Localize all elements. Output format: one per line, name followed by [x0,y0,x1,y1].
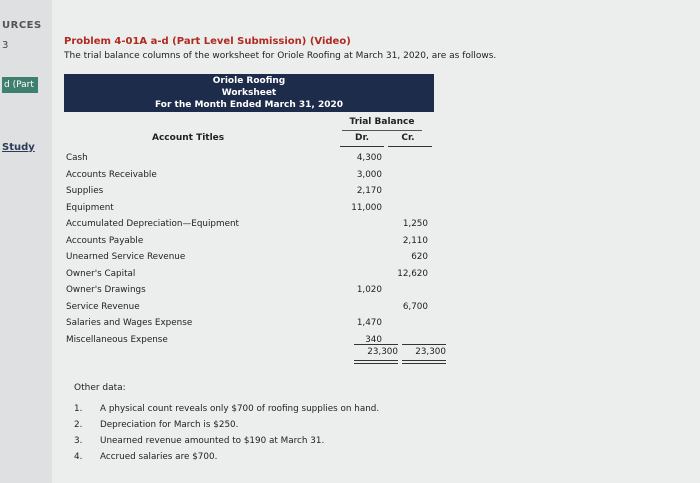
trial-balance-label: Trial Balance [349,117,415,127]
account-title: Salaries and Wages Expense [66,318,193,328]
divider [354,344,398,345]
account-title: Owner's Capital [66,268,136,279]
total-credit: 23,300 [415,347,446,357]
table-row [66,282,436,299]
account-title: Supplies [66,186,104,196]
double-underline [354,360,398,364]
table-row [66,299,436,316]
table-row [66,200,436,217]
main-content [52,0,700,483]
debit-value: 2,170 [356,186,382,196]
account-titles-header: Account Titles [152,133,225,143]
double-underline [402,360,446,364]
table-row [66,183,436,200]
item-text: A physical count reveals only $700 of roofing supplies on hand. [100,404,380,414]
divider [340,146,384,147]
account-title: Service Revenue [66,301,140,312]
table-row [66,150,436,167]
account-title: Unearned Service Revenue [66,252,186,262]
total-debit: 23,300 [367,347,398,357]
item-number: 1. [74,404,83,414]
divider [342,130,422,131]
trial-balance-rows [66,150,436,348]
item-text: Unearned revenue amounted to $190 at March 31. [100,436,325,446]
sidebar-study-link[interactable]: Study [2,142,35,153]
divider [388,146,432,147]
debit-header: Dr. [354,133,370,143]
table-row [66,216,436,233]
sidebar-part-tab[interactable]: d (Part [2,77,38,93]
worksheet-name: Worksheet [221,88,277,98]
debit-value: 3,000 [356,169,382,180]
item-number: 3. [74,436,83,446]
left-sidebar [0,0,53,483]
table-row [66,249,436,266]
debit-value: 4,300 [356,153,382,163]
account-title: Owner's Drawings [66,285,146,295]
account-title: Accounts Receivable [66,169,157,180]
account-title: Accounts Payable [66,235,144,246]
debit-value: 1,470 [356,318,382,328]
credit-header: Cr. [401,133,415,143]
sidebar-resources-label: URCES [2,20,42,31]
table-row [66,332,436,349]
account-title: Cash [66,153,88,163]
table-row [66,233,436,250]
credit-value: 12,620 [397,268,428,279]
account-title: Equipment [66,202,114,213]
problem-title: Problem 4-01A a-d (Part Level Submission) (Video) [64,36,351,47]
item-text: Accrued salaries are $700. [100,452,218,462]
table-row [66,315,436,332]
company-name: Oriole Roofing [212,76,286,86]
other-data-label: Other data: [74,383,126,393]
sidebar-number: 3 [2,40,9,51]
problem-subtitle: The trial balance columns of the worksheet for Oriole Roofing at March 31, 2020, are as follows. [64,51,497,61]
table-row [66,167,436,184]
debit-value: 11,000 [351,202,382,213]
item-number: 2. [74,420,83,430]
credit-value: 620 [411,252,428,262]
worksheet-header [64,74,434,112]
worksheet-period: For the Month Ended March 31, 2020 [154,100,344,110]
divider [402,344,446,345]
credit-value: 2,110 [402,235,428,246]
debit-value: 340 [365,334,382,345]
debit-value: 1,020 [356,285,382,295]
account-title: Accumulated Depreciation—Equipment [66,219,240,229]
credit-value: 1,250 [402,219,428,229]
item-number: 4. [74,452,83,462]
account-title: Miscellaneous Expense [66,334,168,345]
credit-value: 6,700 [402,301,428,312]
item-text: Depreciation for March is $250. [100,420,239,430]
table-row [66,266,436,283]
